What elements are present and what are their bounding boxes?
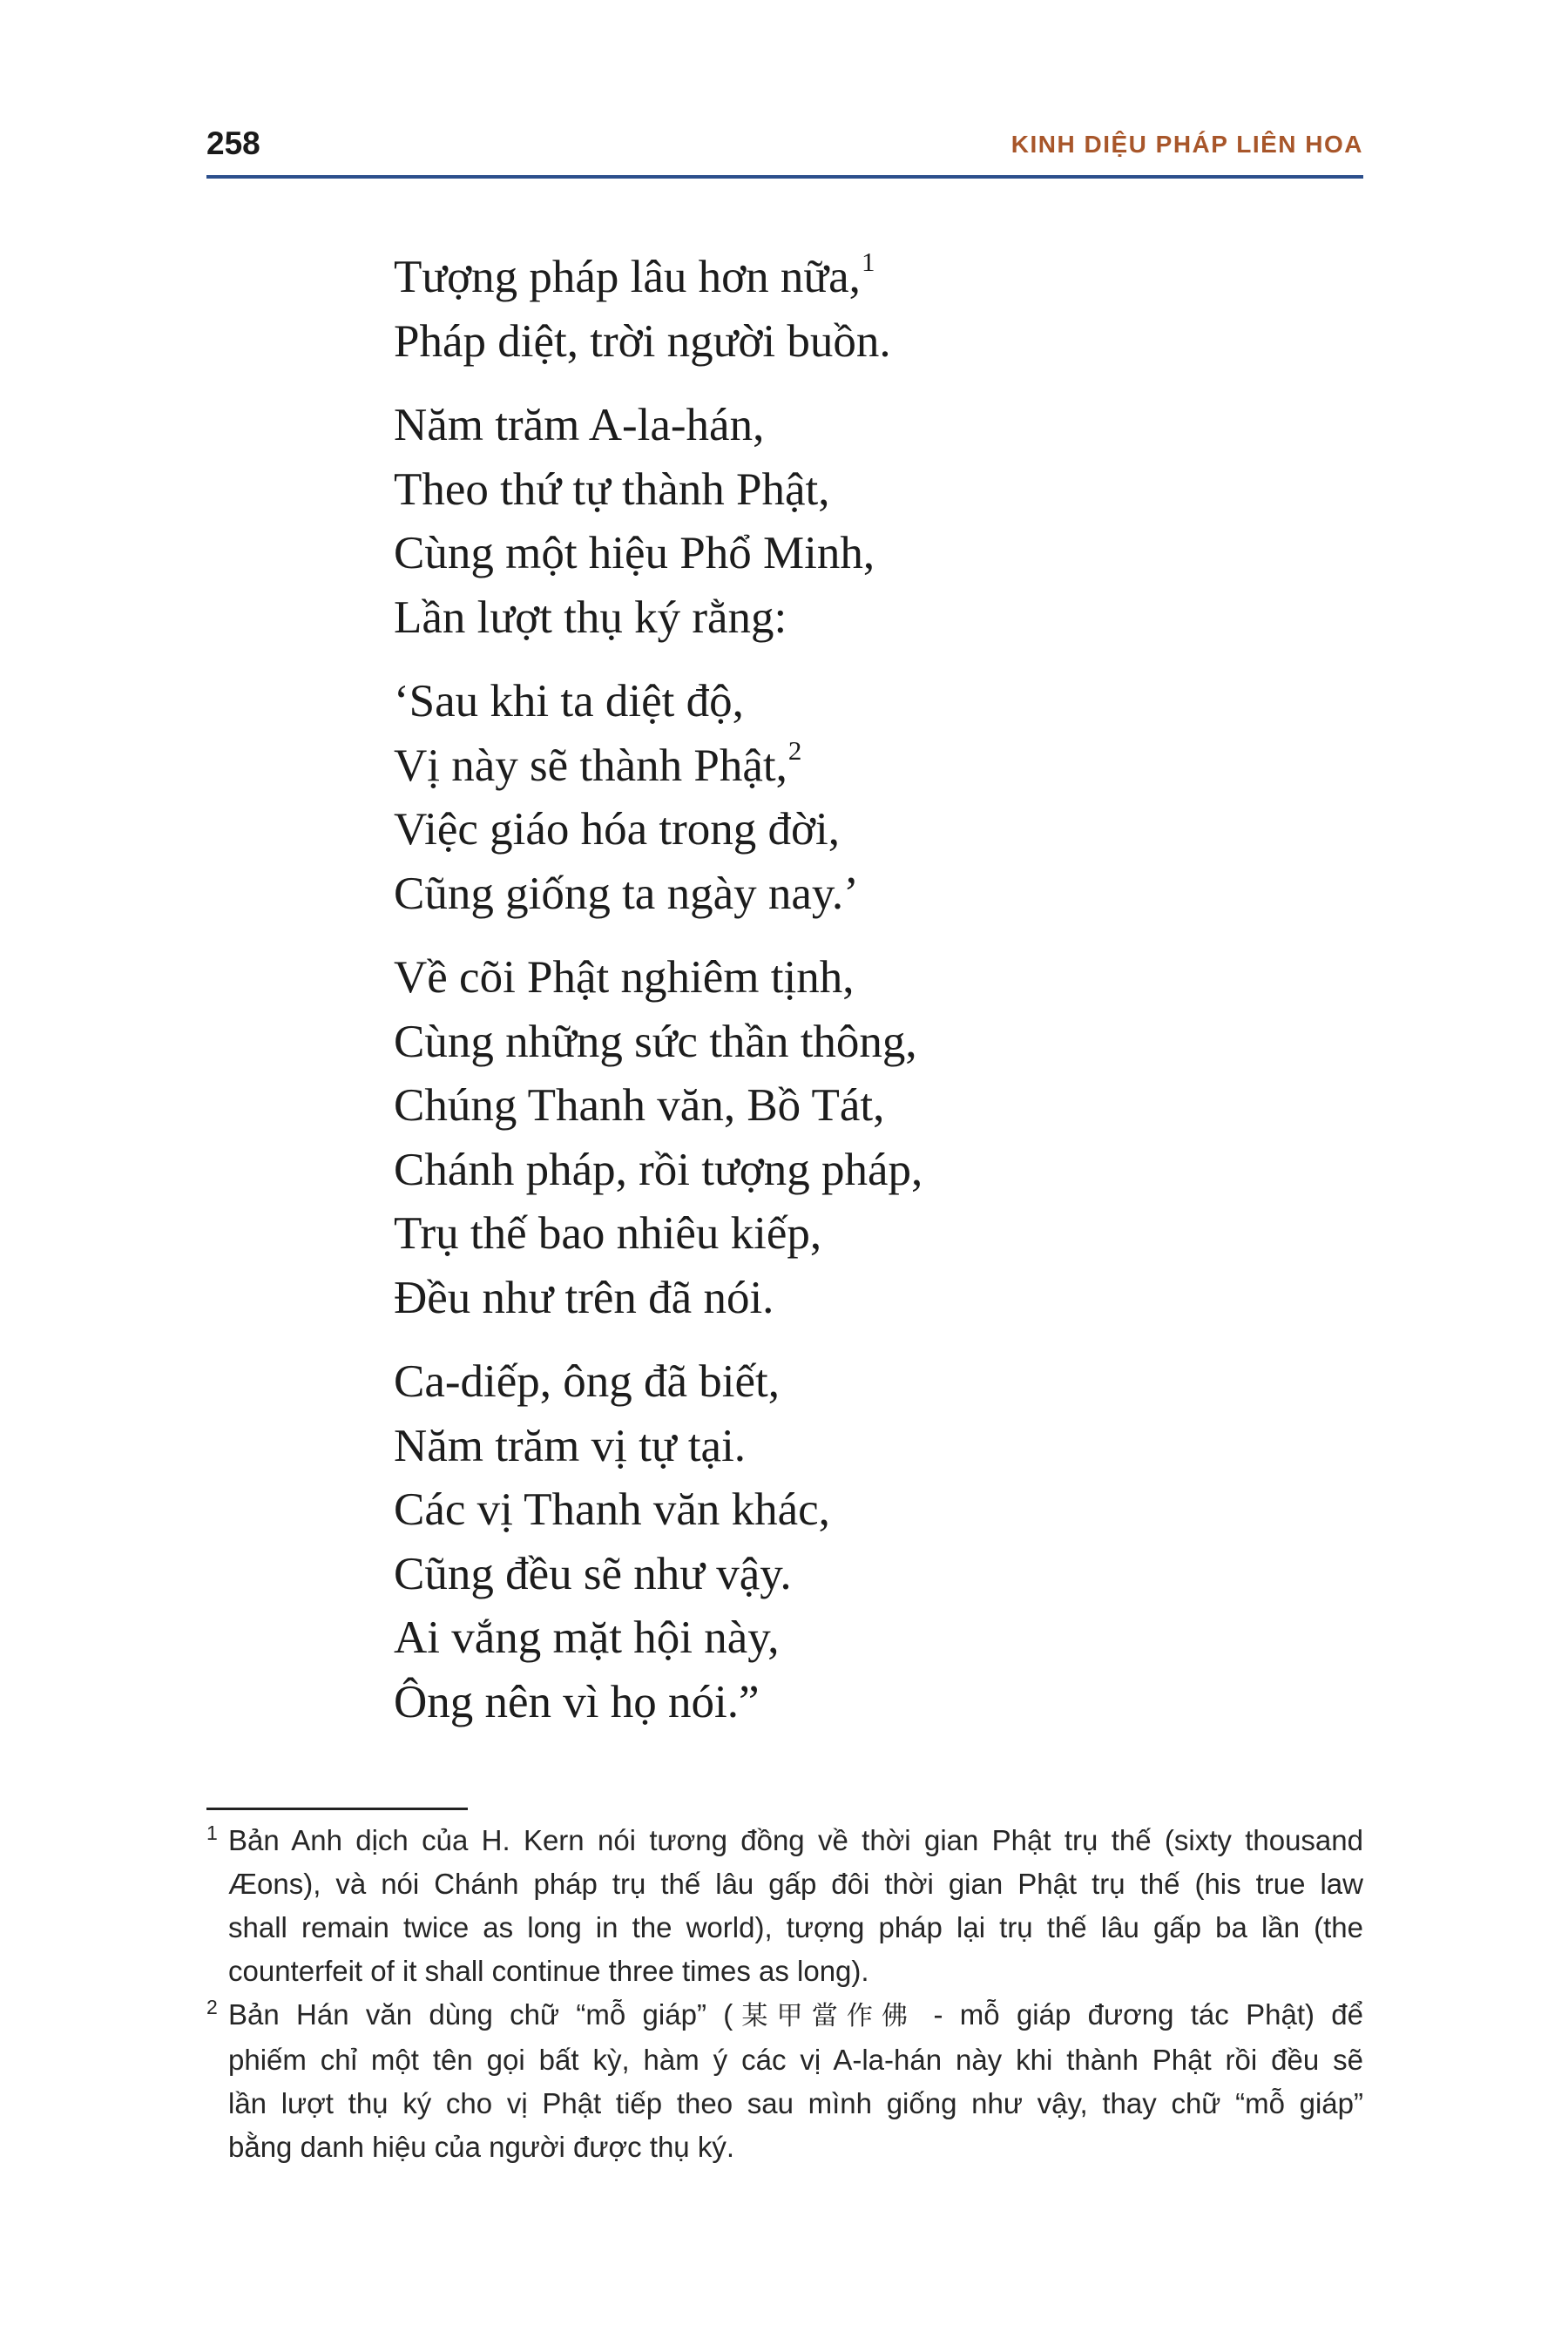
- verse-text: Cũng giống ta ngày nay.’: [394, 868, 859, 919]
- verse-line: [394, 458, 1352, 523]
- verse-line: [394, 1267, 1352, 1331]
- verse-text: Lần lượt thụ ký rằng:: [394, 591, 787, 643]
- page-header: [206, 122, 1363, 166]
- verse-line: [394, 1074, 1352, 1139]
- verse-line: [394, 1350, 1352, 1415]
- footnote-line: Æons), và nói Chánh pháp trụ thế lâu gấp đôi thời gian Phật trụ thế (his true law: [228, 1868, 1363, 1900]
- verse-line: [394, 670, 1352, 734]
- verse-text: Ông nên vì họ nói.”: [394, 1676, 760, 1727]
- verse-line: [394, 798, 1352, 862]
- verse-line: [394, 1202, 1352, 1267]
- header-rule: [206, 175, 1363, 179]
- verse-line: [394, 1415, 1352, 1479]
- verse-line: [394, 1478, 1352, 1543]
- verse-body: [394, 246, 1352, 1754]
- verse-line: [394, 946, 1352, 1010]
- footnote-mark: 2: [206, 1996, 218, 2018]
- footnote-mark: 1: [206, 1821, 218, 1844]
- verse-text: Ai vắng mặt hội này,: [394, 1612, 780, 1663]
- footnote-line: lần lượt thụ ký cho vị Phật tiếp theo sau mình giống như vậy, thay chữ “mỗ giáp”: [228, 2087, 1363, 2119]
- stanza: [394, 246, 1352, 374]
- verse-text: Chánh pháp, rồi tượng pháp,: [394, 1144, 923, 1195]
- footnote-2: [206, 1993, 1363, 2169]
- verse-text: Cùng một hiệu Phổ Minh,: [394, 528, 875, 578]
- verse-line: [394, 1010, 1352, 1075]
- verse-line: [394, 1139, 1352, 1203]
- verse-line: [394, 862, 1352, 927]
- verse-line: [394, 1671, 1352, 1735]
- verse-text: Vị này sẽ thành Phật,: [394, 740, 787, 791]
- verse-text: Chúng Thanh văn, Bồ Tát,: [394, 1080, 885, 1131]
- verse-line: [394, 1543, 1352, 1607]
- verse-line: [394, 522, 1352, 586]
- footnote-line: bằng danh hiệu của người được thụ ký.: [228, 2131, 734, 2163]
- verse-text: Trụ thế bao nhiêu kiếp,: [394, 1208, 822, 1259]
- footnote-line: counterfeit of it shall continue three times as long).: [228, 1955, 869, 1987]
- footnote-ref[interactable]: 1: [861, 247, 875, 277]
- footnote-rule: [206, 1808, 468, 1810]
- footnote-text: Bản Hán văn dùng chữ “mỗ giáp” (: [228, 1998, 733, 2031]
- stanza: [394, 394, 1352, 650]
- page-number: 258: [206, 125, 260, 161]
- verse-line: [394, 1606, 1352, 1671]
- verse-text: Theo thứ tự thành Phật,: [394, 463, 830, 515]
- verse-text: Cũng đều sẽ như vậy.: [394, 1548, 792, 1599]
- verse-text: Đều như trên đã nói.: [394, 1272, 774, 1323]
- verse-line: [394, 394, 1352, 458]
- stanza: [394, 670, 1352, 926]
- verse-text: ‘Sau khi ta diệt độ,: [394, 676, 744, 727]
- verse-line: [394, 246, 1352, 310]
- chinese-quote: 某甲當作佛: [733, 2001, 917, 2031]
- footnote-ref[interactable]: 2: [787, 734, 802, 766]
- verse-text: Pháp diệt, trời người buồn.: [394, 315, 891, 367]
- footnote-line: phiếm chỉ một tên gọi bất kỳ, hàm ý các vị A-la-hán này khi thành Phật rồi đều sẽ: [228, 2044, 1363, 2076]
- footnotes: [206, 1819, 1363, 2169]
- verse-text: Việc giáo hóa trong đời,: [394, 804, 841, 855]
- stanza: [394, 946, 1352, 1330]
- verse-text: Cùng những sức thần thông,: [394, 1016, 917, 1067]
- stanza: [394, 1350, 1352, 1734]
- footnote-line: Bản Anh dịch của H. Kern nói tương đồng về thời gian Phật trụ thế (sixty thousand: [228, 1824, 1363, 1856]
- running-title: KINH DIỆU PHÁP LIÊN HOA: [1010, 131, 1363, 158]
- footnote-text: - mỗ giáp đương tác Phật) để: [916, 1998, 1364, 2031]
- footnote-line: shall remain twice as long in the world), tượng pháp lại trụ thế lâu gấp ba lần (the: [228, 1911, 1363, 1943]
- verse-text: Năm trăm A-la-hán,: [394, 400, 765, 450]
- verse-line: [394, 586, 1352, 651]
- verse-text: Tượng pháp lâu hơn nữa,: [394, 252, 861, 302]
- verse-text: Về cõi Phật nghiêm tịnh,: [394, 952, 855, 1003]
- verse-text: Các vị Thanh văn khác,: [394, 1484, 830, 1535]
- footnote-line: [228, 1993, 1363, 2038]
- verse-text: Năm trăm vị tự tại.: [394, 1420, 747, 1471]
- verse-line: [394, 310, 1352, 375]
- footnote-1: [206, 1819, 1363, 1993]
- verse-line: [394, 734, 1352, 799]
- verse-text: Ca-diếp, ông đã biết,: [394, 1356, 781, 1407]
